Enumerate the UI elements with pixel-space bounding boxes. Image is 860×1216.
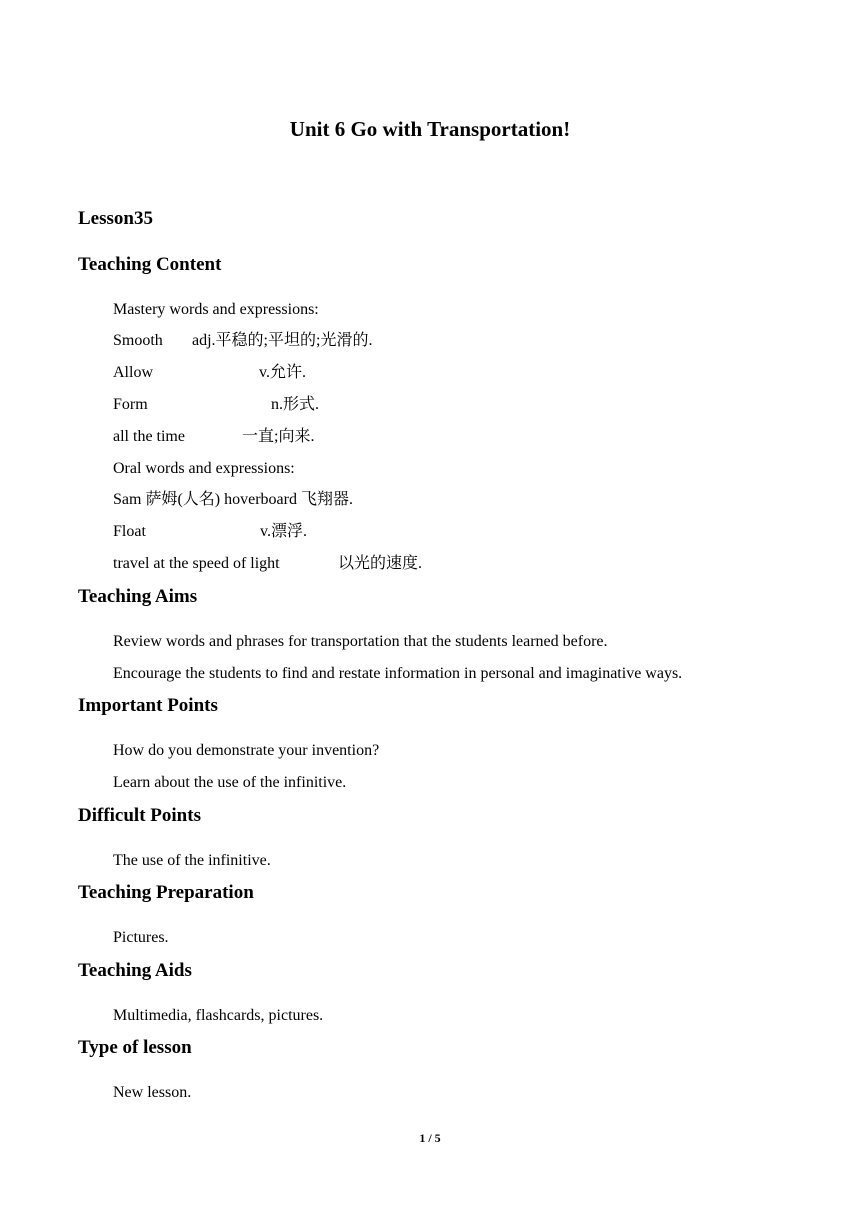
mastery-label: Mastery words and expressions: [113,301,319,318]
type-of-lesson-heading: Type of lesson [78,1037,192,1058]
vocab-meaning: adj.平稳的;平坦的;光滑的. [192,332,373,349]
vocab-meaning: v.漂浮. [260,523,307,540]
oral-label: Oral words and expressions: [113,460,295,477]
teaching-preparation-heading: Teaching Preparation [78,882,254,903]
vocab-word: Form [113,396,148,413]
difficult-points-heading: Difficult Points [78,805,201,826]
page-number: 1 / 5 [419,1131,441,1145]
paragraph-line: How do you demonstrate your invention? [113,742,380,759]
vocab-meaning: 以光的速度. [338,555,423,572]
important-points-heading: Important Points [78,695,218,716]
paragraph-line: Encourage the students to find and restate information in personal and imaginative ways. [113,665,683,682]
vocab-word: Smooth [113,332,163,349]
vocab-meaning: n.形式. [271,396,320,413]
lesson-heading: Lesson35 [78,208,153,229]
vocab-word: travel at the speed of light [113,555,280,572]
paragraph-line: Multimedia, flashcards, pictures. [113,1007,324,1024]
teaching-content-heading: Teaching Content [78,254,222,275]
document-title: Unit 6 Go with Transportation! [289,117,571,141]
vocab-word: all the time [113,428,185,445]
paragraph-line: The use of the infinitive. [113,852,271,869]
vocab-word: Allow [113,364,153,381]
paragraph-line: Pictures. [113,929,169,946]
paragraph-line: Learn about the use of the infinitive. [113,774,347,791]
teaching-aims-heading: Teaching Aims [78,586,198,607]
oral-vocab-line: Sam 萨姆(人名) hoverboard 飞翔器. [113,491,353,508]
paragraph-line: Review words and phrases for transportation that the students learned before. [113,633,608,650]
vocab-meaning: v.允许. [259,364,306,381]
vocab-word: Float [113,523,146,540]
vocab-meaning: 一直;向来. [242,428,315,445]
teaching-aids-heading: Teaching Aids [78,960,192,981]
paragraph-line: New lesson. [113,1084,192,1101]
